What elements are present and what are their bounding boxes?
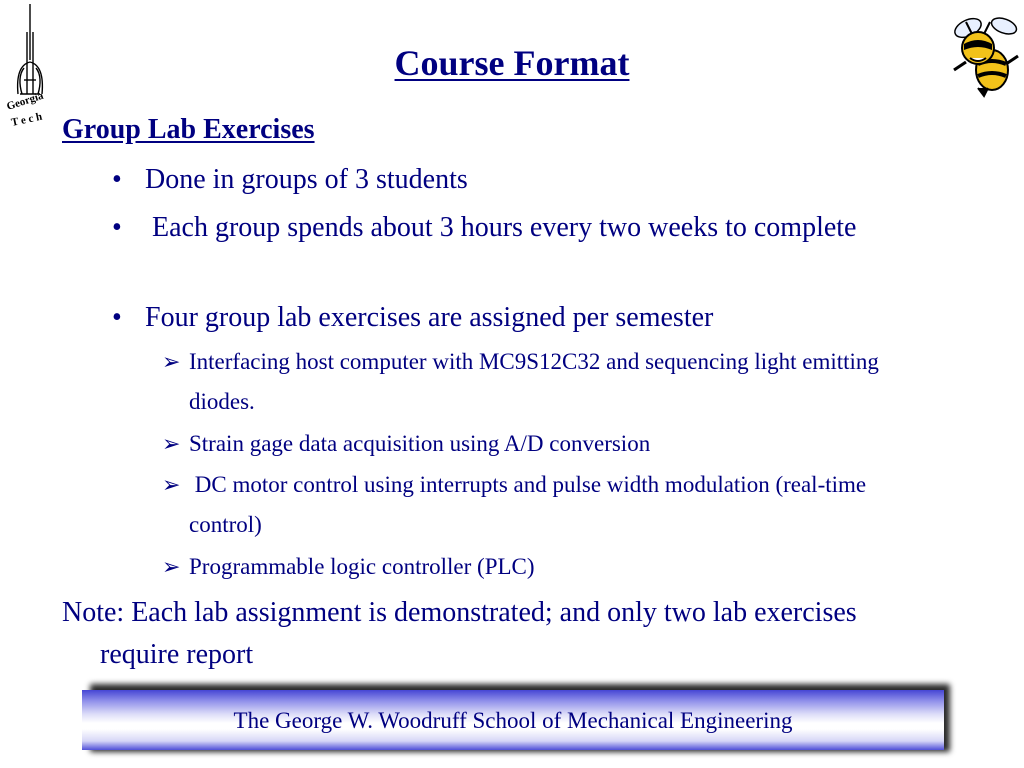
sub-bullet-item [162,424,922,464]
sub-bullet-text: Programmable logic controller (PLC) [189,554,535,579]
sub-bullet-item [162,342,922,422]
note-paragraph [62,592,942,676]
footer-text: The George W. Woodruff School of Mechanical Engineering [233,708,793,733]
arrow-bullet-icon: ➢ [162,349,181,374]
slide-title: Course Format [394,43,630,83]
svg-text:Georgia: Georgia [5,89,45,113]
sub-bullet-text: Strain gage data acquisition using A/D conversion [189,431,651,456]
bullet-marker: • [112,302,122,333]
footer-banner [82,690,944,750]
sub-bullet-text: Interfacing host computer with MC9S12C32 and sequencing light emitting diodes. [189,349,879,414]
note-text: Note: Each lab assignment is demonstrated; and only two lab exercises require report [62,597,857,670]
section-heading: Group Lab Exercises [62,114,315,145]
sub-bullet-item [162,465,922,545]
bullet-marker: • [112,164,122,195]
bullet-marker: • [112,212,122,243]
sub-bullet-text: DC motor control using interrupts and pulse width modulation (real-time control) [189,472,872,537]
bullet-item [112,159,902,201]
arrow-bullet-icon: ➢ [162,554,181,579]
bullet-text: Each group spends about 3 hours every two weeks to complete [145,212,857,243]
svg-text:T e c h: T e c h [10,110,44,129]
bullet-text: Four group lab exercises are assigned per semester [145,302,714,333]
bullet-text: Done in groups of 3 students [145,164,468,195]
bullet-item [112,297,902,339]
sub-bullet-item [162,547,922,587]
arrow-bullet-icon: ➢ [162,472,181,497]
arrow-bullet-icon: ➢ [162,431,181,456]
bullet-item [112,207,902,249]
